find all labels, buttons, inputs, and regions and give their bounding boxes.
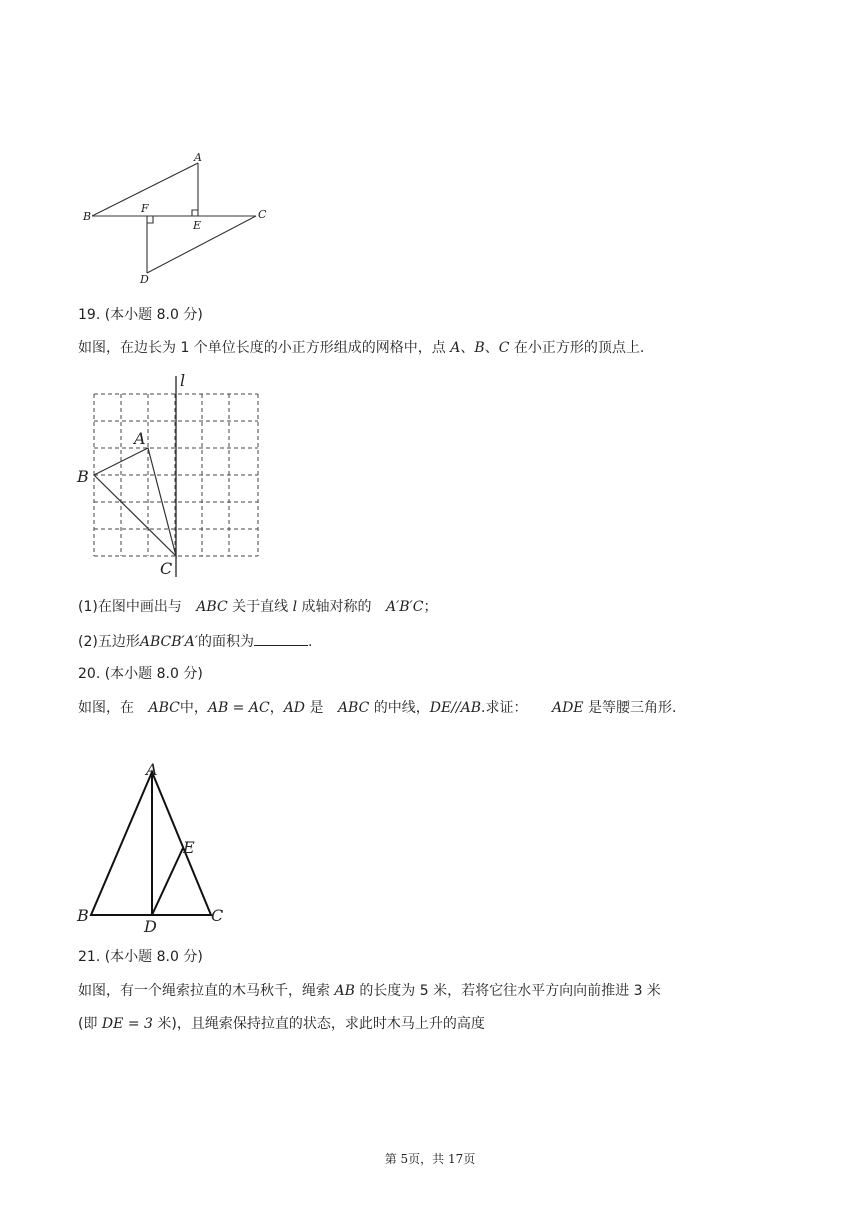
label-a: A xyxy=(146,760,158,779)
label-d: D xyxy=(140,273,149,286)
label-d: D xyxy=(144,917,157,936)
label-a: A xyxy=(194,151,202,164)
line-name: l xyxy=(292,599,298,615)
q19-stem-text1: 如图，在边长为 1 个单位长度的小正方形组成的网格中，点 xyxy=(78,340,446,356)
q19-part2: (2)五边形ABCB′A′的面积为 . xyxy=(78,631,312,652)
label-b: B xyxy=(83,210,92,223)
label-f: F xyxy=(141,202,149,215)
q20-stem: 如图，在 ABC中，AB = AC，AD 是 ABC 的中线，DE//AB.求证： ADE 是等腰三角形. xyxy=(78,700,677,716)
label-e: E xyxy=(183,838,195,857)
q19-part1: (1)在图中画出与 ABC 关于直线 l 成轴对称的 A′B′C； xyxy=(78,599,438,615)
q19-header: 19. (本小题 8.0 分) xyxy=(78,307,203,323)
label-b: B xyxy=(77,906,89,925)
point-b: B xyxy=(474,340,485,356)
label-c: C xyxy=(258,208,267,221)
label-a: A xyxy=(134,429,146,448)
point-a: A xyxy=(450,340,461,356)
q21-line1: 如图，有一个绳索拉直的木马秋千，绳索 AB 的长度为 5 米，若将它往水平方向向前推进 3 米 xyxy=(78,983,661,999)
triangle-name: ABC xyxy=(196,599,228,615)
triangle-abc xyxy=(94,448,176,556)
figure-q20 xyxy=(74,760,234,936)
pentagon-name: ABCB′A′ xyxy=(139,634,198,650)
point-c: C xyxy=(498,340,510,356)
q21-header: 21. (本小题 8.0 分) xyxy=(78,949,203,965)
label-c: C xyxy=(211,906,224,925)
label-l: l xyxy=(180,372,186,390)
label-b: B xyxy=(77,467,89,486)
separator: 、 xyxy=(484,340,499,356)
figure-q18 xyxy=(78,148,278,288)
image-triangle-name: A′B′C xyxy=(385,599,424,615)
separator: 、 xyxy=(460,340,475,356)
figure-q19-grid xyxy=(74,372,274,580)
q21-line2: (即 DE = 3 米)，且绳索保持拉直的状态，求此时木马上升的高度 xyxy=(78,1016,485,1032)
q20-header: 20. (本小题 8.0 分) xyxy=(78,666,203,682)
q19-stem-text2: 在小正方形的顶点上. xyxy=(513,340,645,356)
q19-stem xyxy=(78,338,644,358)
label-e: E xyxy=(193,219,202,232)
page-footer: 第 5页，共 17页 xyxy=(384,1152,476,1166)
label-c: C xyxy=(160,559,173,578)
answer-blank[interactable] xyxy=(254,631,308,646)
